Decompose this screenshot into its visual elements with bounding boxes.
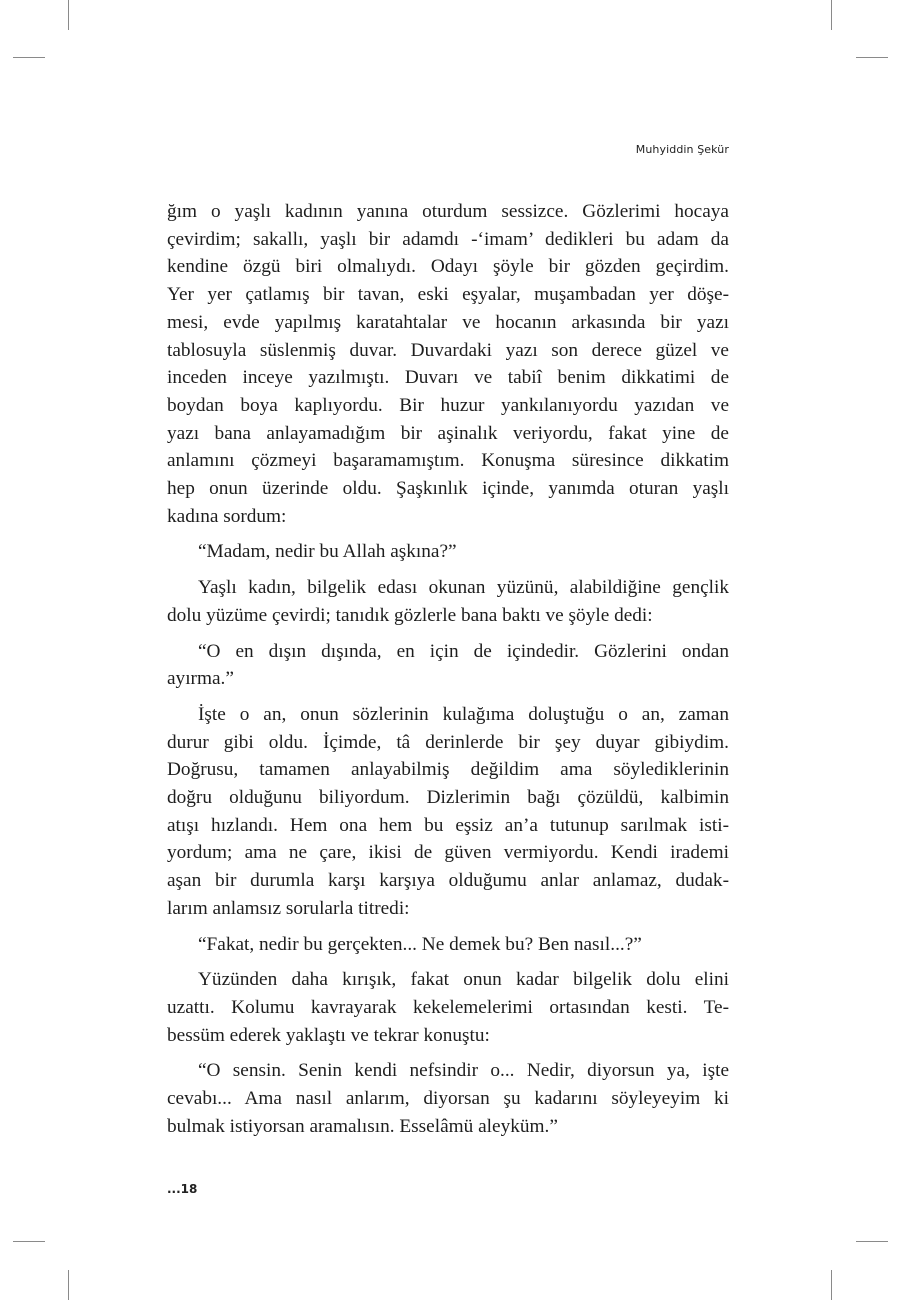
crop-mark-bottom-right-horizontal [856, 1241, 888, 1242]
text-line: tablosuyla süslenmiş duvar. Duvardaki yazı son derece güzel ve [167, 339, 729, 361]
text-line: durur gibi oldu. İçimde, tâ derinlerde bir şey duyar gibiydim. [167, 731, 729, 753]
text-line: cevabı... Ama nasıl anlarım, diyorsan şu kadarını söyleyeyim ki [167, 1088, 729, 1110]
text-line: “Fakat, nedir bu gerçekten... Ne demek bu? Ben nasıl...?” [198, 933, 642, 955]
text-line: yordum; ama ne çare, ikisi de güven vermiyordu. Kendi irademi [167, 842, 729, 864]
text-line: Yaşlı kadın, bilgelik edası okunan yüzünü, alabildiğine gençlik [198, 577, 729, 599]
text-line: anlamını çözmeyi başaramamıştım. Konuşma süresince dikkatim [167, 450, 729, 472]
text-line: inceden inceye yazılmıştı. Duvarı ve tabiî benim dikkatimi de [167, 367, 729, 389]
running-head-author: Muhyiddin Şekür [635, 143, 729, 156]
text-line: bessüm ederek yaklaştı ve tekrar konuştu: [167, 1024, 490, 1046]
paragraph [167, 966, 729, 1049]
text-line: atışı hızlandı. Hem ona hem bu eşsiz an’a tutunup sarılmak isti- [167, 814, 729, 836]
crop-mark-top-right-horizontal [856, 57, 888, 58]
text-line: ğım o yaşlı kadının yanına oturdum sessizce. Gözlerimi hocaya [167, 201, 729, 222]
paragraph [167, 538, 729, 566]
text-line: kendine özgü biri olmalıydı. Odayı şöyle bir gözden geçirdim. [167, 256, 729, 278]
paragraph [167, 638, 729, 693]
text-line: “O en dışın dışında, en için de içindedir. Gözlerini ondan [198, 640, 729, 662]
paragraph [167, 1057, 729, 1140]
text-line: Yüzünden daha kırışık, fakat onun kadar bilgelik dolu elini [198, 969, 729, 991]
text-line: uzattı. Kolumu kavrayarak kekelemelerimi ortasından kesti. Te- [167, 996, 729, 1018]
crop-mark-top-right-vertical [831, 0, 832, 30]
crop-mark-bottom-left-horizontal [13, 1241, 45, 1242]
crop-mark-top-left-vertical [68, 0, 69, 30]
text-line: doğru olduğunu biliyordum. Dizlerimin bağı çözüldü, kalbimin [167, 787, 729, 809]
paragraph [167, 701, 729, 923]
text-line: Doğrusu, tamamen anlayabilmiş değildim ama söylediklerinin [167, 759, 729, 781]
text-line: bulmak istiyorsan aramalısın. Esselâmü aleyküm.” [167, 1115, 558, 1137]
text-line: ayırma.” [167, 668, 234, 690]
text-line: çevirdim; sakallı, yaşlı bir adamdı -‘imam’ dedikleri bu adam da [167, 228, 729, 250]
paragraph [167, 198, 729, 530]
page-number: ...18 [167, 1182, 198, 1196]
text-line: dolu yüzüme çevirdi; tanıdık gözlerle bana baktı ve şöyle dedi: [167, 604, 653, 626]
text-line: kadına sordum: [167, 505, 287, 527]
text-line: hep onun üzerinde oldu. Şaşkınlık içinde, yanımda oturan yaşlı [167, 478, 729, 500]
paragraph [167, 574, 729, 629]
crop-mark-top-left-horizontal [13, 57, 45, 58]
text-line: mesi, evde yapılmış karatahtalar ve hocanın arkasında bir yazı [167, 311, 729, 333]
crop-mark-bottom-left-vertical [68, 1270, 69, 1300]
crop-mark-bottom-right-vertical [831, 1270, 832, 1300]
text-line: “O sensin. Senin kendi nefsindir o... Nedir, diyorsun ya, işte [198, 1060, 729, 1082]
text-line: “Madam, nedir bu Allah aşkına?” [198, 541, 457, 563]
body-text [167, 198, 729, 1149]
text-line: İşte o an, onun sözlerinin kulağıma doluştuğu o an, zaman [198, 703, 729, 725]
text-line: Yer yer çatlamış bir tavan, eski eşyalar, muşambadan yer döşe- [167, 284, 729, 306]
text-line: aşan bir durumla karşı karşıya olduğumu anlar anlamaz, dudak- [167, 870, 729, 892]
paragraph [167, 931, 729, 959]
text-line: yazı bana anlayamadığım bir aşinalık veriyordu, fakat yine de [167, 422, 729, 444]
text-line: boydan boya kaplıyordu. Bir huzur yankılanıyordu yazıdan ve [167, 394, 729, 416]
text-line: larım anlamsız sorularla titredi: [167, 897, 410, 919]
